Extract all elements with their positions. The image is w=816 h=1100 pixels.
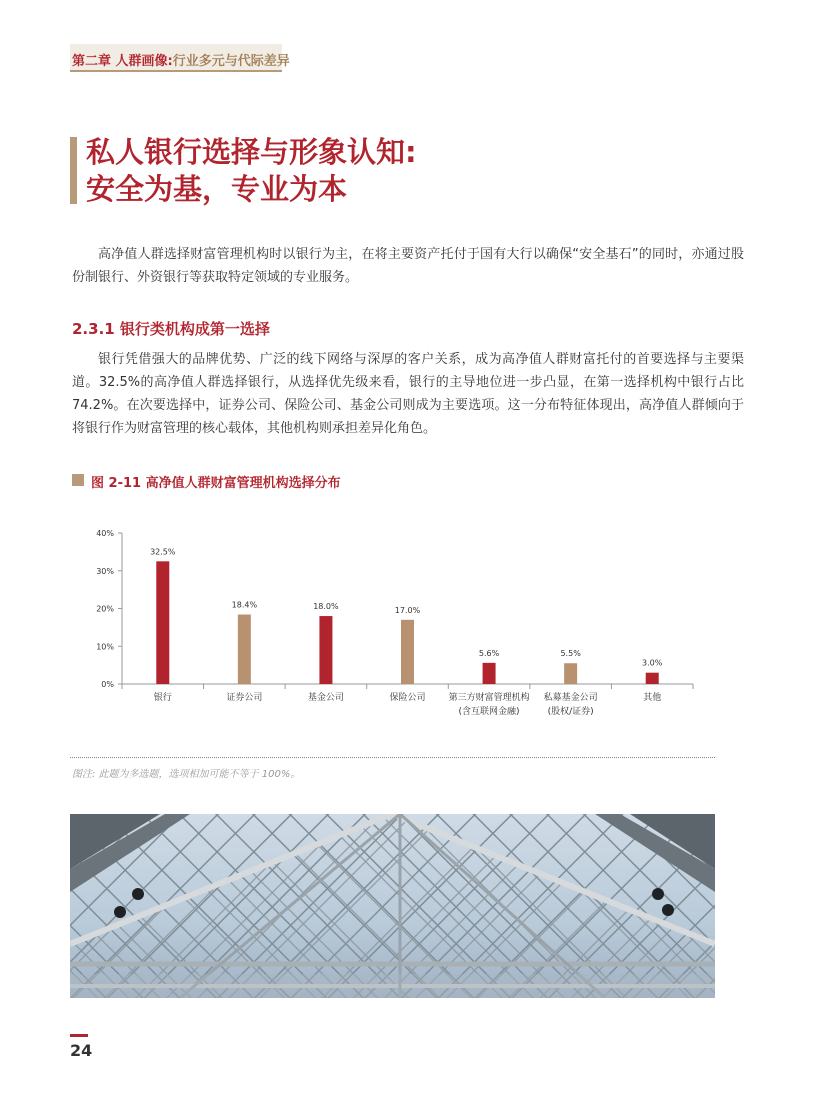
x-tick-label: 证券公司 bbox=[226, 693, 263, 703]
x-tick-label: 私募基金公司 bbox=[543, 693, 598, 703]
bar bbox=[319, 616, 332, 684]
bar bbox=[156, 561, 169, 684]
x-tick-label: 保险公司 bbox=[389, 693, 426, 703]
bar bbox=[646, 673, 659, 684]
bar bbox=[483, 663, 496, 684]
data-label: 5.6% bbox=[478, 648, 500, 658]
page-title-line-2: 安全为基，专业为本 bbox=[86, 172, 348, 206]
bar bbox=[401, 620, 414, 684]
data-label: 18.0% bbox=[313, 602, 339, 612]
x-tick-label: 第三方财富管理机构 bbox=[448, 693, 530, 703]
data-label: 3.0% bbox=[642, 658, 663, 668]
data-label: 17.0% bbox=[394, 605, 421, 615]
header-subtitle: 行业多元与代际差异 bbox=[172, 54, 290, 69]
page-title bbox=[86, 134, 417, 208]
x-tick-label: 基金公司 bbox=[307, 693, 344, 703]
y-tick-label: 10% bbox=[96, 642, 114, 652]
bar bbox=[564, 663, 577, 684]
bar bbox=[238, 615, 251, 684]
page-number: 24 bbox=[70, 1041, 93, 1060]
header-chapter: 第二章 人群画像: bbox=[72, 54, 173, 69]
page-title-line-1: 私人银行选择与形象认知: bbox=[86, 135, 417, 169]
section-paragraph: 银行凭借强大的品牌优势、广泛的线下网络与深厚的客户关系，成为高净值人群财富托付的首要选择与主要渠道。32.5%的高净值人群选择银行，从选择优先级来看，银行的主导地位进一步凸显，在第一选择机构中银行占比74.2%。在次要选择中，证券公司、保险公司、基金公司则成为主要选项。这一分布特征体现出，高净值人群倾向于将银行作为财富管理的核心载体，其他机构则承担差异化角色。 bbox=[72, 352, 744, 436]
bar-chart bbox=[70, 520, 720, 730]
glass-skylight-photo bbox=[70, 814, 715, 998]
figure-title: 图 2-11 高净值人群财富管理机构选择分布 bbox=[91, 476, 341, 491]
section-heading: 2.3.1 银行类机构成第一选择 bbox=[72, 320, 270, 338]
figure-note: 图注: 此题为多选题，选项相加可能不等于 100%。 bbox=[72, 769, 301, 780]
page-number-mark bbox=[70, 1034, 88, 1037]
intro-paragraph: 高净值人群选择财富管理机构时以银行为主，在将主要资产托付于国有大行以确保“安全基石”的同时，亦通过股份制银行、外资银行等获取特定领域的专业服务。 bbox=[72, 247, 744, 285]
x-tick-label: 银行 bbox=[153, 693, 172, 703]
y-tick-label: 30% bbox=[96, 566, 114, 576]
y-tick-label: 0% bbox=[101, 680, 114, 689]
x-tick-label: (含互联网金融) bbox=[458, 707, 520, 717]
title-accent-bar bbox=[70, 137, 77, 204]
running-header bbox=[72, 50, 290, 69]
data-label: 5.5% bbox=[560, 649, 581, 659]
y-tick-label: 40% bbox=[96, 529, 114, 538]
x-tick-label: (股权/证券) bbox=[547, 707, 594, 717]
data-label: 32.5% bbox=[150, 547, 176, 557]
figure-divider bbox=[70, 757, 715, 758]
x-tick-label: 其他 bbox=[643, 693, 662, 703]
y-tick-label: 20% bbox=[96, 604, 114, 614]
data-label: 18.4% bbox=[231, 600, 258, 610]
figure-marker-square bbox=[72, 474, 84, 486]
